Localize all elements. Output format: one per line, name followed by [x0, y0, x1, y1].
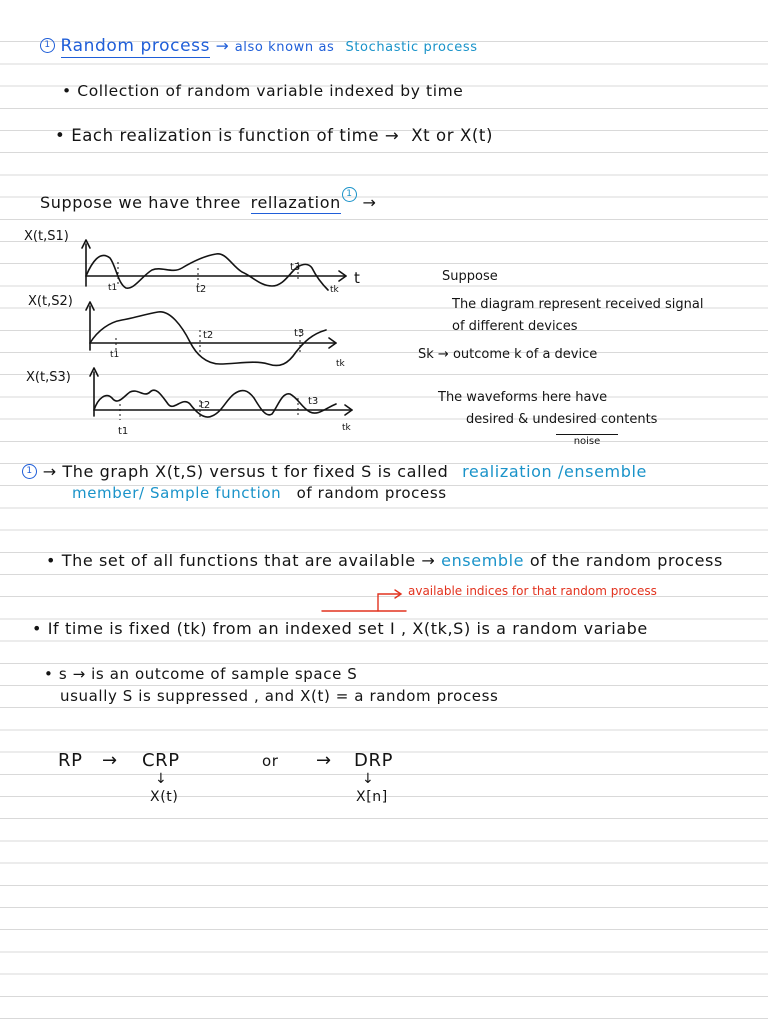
bullet-collection-text: Collection of random variable indexed by time: [77, 82, 464, 100]
drp-label: DRP: [354, 750, 394, 771]
ensemble-after: of the random process: [529, 551, 723, 570]
drp-xn: X[n]: [356, 789, 388, 805]
heading-arrow: →: [215, 37, 230, 55]
side-diagram-1: The diagram represent received signal: [452, 297, 704, 312]
side-waveforms-2: desired & undesired contents: [466, 412, 658, 427]
side-suppose: Suppose: [442, 269, 498, 284]
label-t1-c: t1: [118, 426, 129, 437]
suppose-arrow: →: [362, 193, 377, 212]
outcome-text: s → is an outcome of sample space S: [58, 665, 358, 683]
label-t-axis: t: [354, 269, 360, 287]
drp-down-arrow: ↓: [362, 771, 375, 787]
ensemble-line: • The set of all functions that are available → ensemble of the random process: [46, 551, 723, 570]
label-t1-a: t1: [108, 283, 118, 293]
or-label: or: [262, 752, 279, 770]
definition-text-1: → The graph X(t,S) versus t for fixed S is called: [42, 462, 449, 481]
outcome-line: • s → is an outcome of sample space S: [44, 665, 358, 683]
suppose-note-mark: 1: [342, 187, 357, 202]
bullet-realization: • Each realization is function of time → Xt or X(t): [55, 126, 493, 145]
label-t2-b: t2: [203, 330, 214, 341]
label-t3-c: t3: [308, 396, 319, 407]
heading-number: 1: [40, 38, 55, 53]
crp-label: CRP: [142, 750, 180, 771]
label-t3-b: t3: [294, 328, 305, 339]
side-waveforms-1: The waveforms here have: [438, 390, 608, 405]
label-tk-b: tk: [336, 359, 345, 369]
side-noise: noise: [556, 434, 618, 447]
suppose-keyword: rellazation: [250, 193, 341, 212]
heading-alias: Stochastic process: [345, 40, 478, 55]
heading-title: Random process: [60, 36, 211, 56]
definition-mark: 1: [22, 464, 37, 479]
bullet-realization-forms: Xt or X(t): [411, 126, 493, 145]
ensemble-term: ensemble: [441, 551, 525, 570]
definition-term-1: realization /ensemble: [462, 462, 647, 481]
fixed-time-text: If time is fixed (tk) from an indexed set I , X(tk,S) is a random variabe: [47, 619, 648, 638]
usually-text: usually S is suppressed , and X(t) = a random process: [60, 687, 499, 705]
label-tk-c: tk: [342, 423, 351, 433]
label-y-2: X(t,S2): [28, 294, 73, 309]
suppose-text: Suppose we have three: [40, 193, 241, 212]
definition-term-2: member/ Sample function: [72, 484, 282, 502]
heading-aka: also known as: [234, 40, 335, 55]
label-y-3: X(t,S3): [26, 370, 71, 385]
fixed-time-line: • If time is fixed (tk) from an indexed set I , X(tk,S) is a random variabe: [32, 619, 648, 638]
label-t2-c: t2: [200, 400, 211, 411]
definition-text-2: of random process: [296, 484, 447, 502]
side-outcome: Sk → outcome k of a device: [418, 347, 598, 362]
ensemble-before: The set of all functions that are available →: [61, 551, 436, 570]
usually-line: [60, 689, 498, 704]
label-t2-a: t2: [196, 284, 207, 295]
label-t1-b: t1: [110, 350, 120, 360]
rp-arrow-1: →: [102, 750, 118, 771]
indices-note: available indices for that random process: [408, 584, 657, 598]
crp-xt: X(t): [150, 789, 179, 805]
label-t3-a: t3: [290, 262, 301, 273]
rp-arrow-2: →: [316, 750, 332, 771]
side-diagram-2: of different devices: [452, 319, 578, 334]
label-y-1: X(t,S1): [24, 229, 69, 244]
bullet-realization-text: Each realization is function of time →: [71, 126, 400, 145]
rp-label: RP: [58, 750, 83, 771]
crp-down-arrow: ↓: [155, 771, 168, 787]
label-tk-a: tk: [330, 285, 339, 295]
bullet-collection: • Collection of random variable indexed by time: [62, 82, 464, 100]
